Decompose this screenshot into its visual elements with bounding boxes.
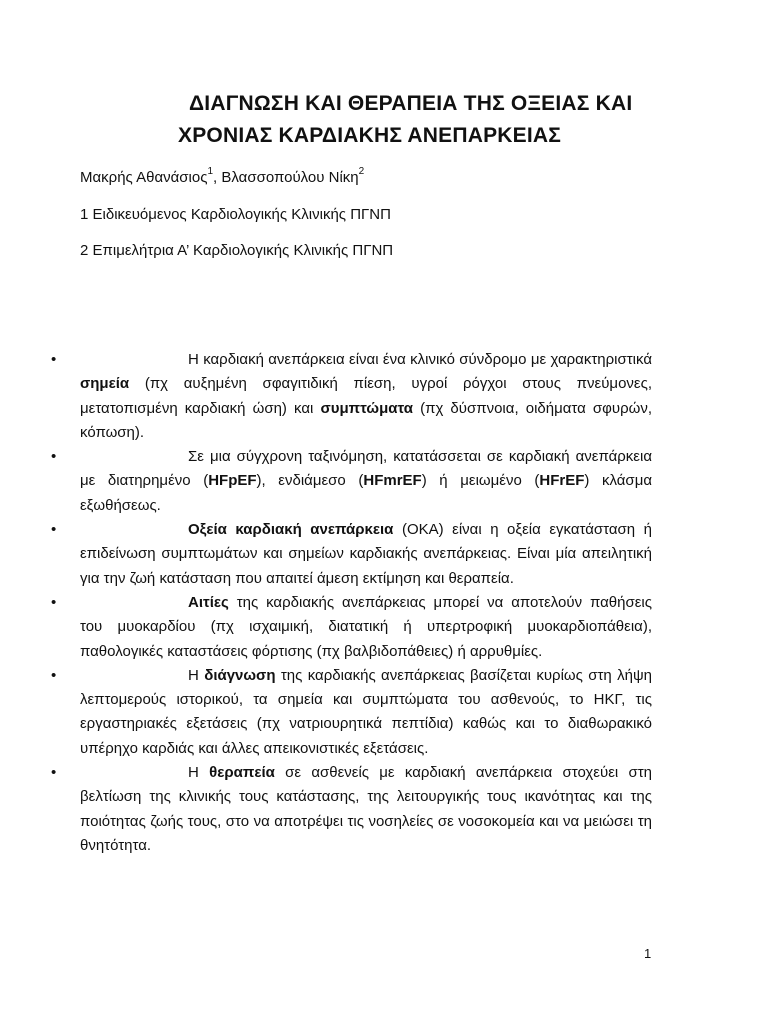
author-name: Βλασσοπούλου Νίκη (221, 169, 359, 186)
author-affiliation-mark: 1 (207, 166, 214, 177)
bullet-bold-term: διάγνωση (204, 666, 276, 684)
bullet-icon: • (51, 448, 57, 466)
bullet-text: Η (188, 666, 205, 684)
bullet-item-diagnosis (0, 664, 768, 761)
bullet-bold-term: HFpEF (208, 472, 257, 490)
bullet-text: Η (188, 764, 210, 782)
author-name: Μακρής Αθανάσιος (80, 169, 208, 186)
document-title-line-2: ΧΡΟΝΙΑΣ ΚΑΡΔΙΑΚΗΣ ΑΝΕΠΑΡΚΕΙΑΣ (178, 124, 562, 147)
bullet-bold-term: HFmrEF (363, 472, 422, 490)
bullet-item-classification (0, 445, 768, 518)
bullet-icon: • (51, 521, 57, 539)
affiliation-2: 2 Επιμελήτρια Α’ Καρδιολογικής Κλινικής ΠΓΝΠ (80, 242, 394, 259)
bullet-text: (πχ αυξημένη σφαγιτιδική πίεση, υγροί ρόγχοι στους πνεύμονες, μετατοπισμένη καρδιακή ώση) και (80, 375, 652, 417)
author-list (80, 166, 365, 186)
author-affiliation-mark: 2 (358, 166, 365, 177)
document-title-line-1: ΔΙΑΓΝΩΣΗ ΚΑΙ ΘΕΡΑΠΕΙΑ ΤΗΣ ΟΞΕΙΑΣ ΚΑΙ (189, 92, 633, 115)
bullet-icon: • (51, 593, 57, 611)
bullet-bold-term: θεραπεία (209, 764, 275, 782)
bullet-icon: • (51, 764, 57, 782)
bullet-bold-term: σημεία (80, 375, 130, 393)
author-separator: , (213, 169, 222, 186)
bullet-item-definition (0, 348, 768, 445)
page-number: 1 (644, 946, 652, 961)
bullet-text: ), ενδιάμεσο ( (256, 472, 364, 490)
bullet-text: της καρδιακής ανεπάρκειας βασίζεται κυρίως στη λήψη λεπτομερούς ιστορικού, τα σημεία και συμπτώματα του ασθενούς, το ΗΚΓ, τις εργαστηριακές εξετάσεις (πχ νατριουρητικά πεπτίδια) καθώς και το διαθωρακικό υπέρηχο καρδιάς και άλλες απεικονιστικές εξετάσεις. (80, 666, 653, 757)
bullet-text: Η καρδιακή ανεπάρκεια είναι ένα κλινικό σύνδρομο με χαρακτηριστικά (188, 351, 652, 368)
bullet-text: (ΟΚΑ) είναι η οξεία εγκατάσταση ή επιδείνωση συμπτωμάτων και σημείων καρδιακής ανεπάρκειας. Είναι μία απειλητική για την ζωή κατάσταση που απαιτεί άμεση εκτίμηση και θεραπεία. (80, 521, 653, 587)
bullet-item-therapy (0, 761, 768, 858)
affiliation-1: 1 Ειδικευόμενος Καρδιολογικής Κλινικής ΠΓΝΠ (80, 206, 391, 223)
bullet-bold-term: HFrEF (539, 472, 585, 490)
bullet-text: (πχ δύσπνοια, οιδήματα σφυρών, κόπωση). (80, 399, 652, 441)
bullet-bold-term: Αιτίες (188, 593, 229, 611)
bullet-icon: • (51, 351, 57, 368)
bullet-item-acute-hf (0, 518, 768, 591)
bullet-text: Σε μια σύγχρονη ταξινόμηση, κατατάσσεται σε καρδιακή ανεπάρκεια με διατηρημένο ( (80, 448, 652, 490)
bullet-item-causes (0, 591, 768, 664)
bullet-list (0, 348, 768, 858)
bullet-text: σε ασθενείς με καρδιακή ανεπάρκεια στοχεύει στη βελτίωση της κλινικής τους κατάστασης, της λειτουργικής τους ικανότητας και της ποιότητας ζωής τους, στο να αποτρέψει τις νοσηλείες σε νοσοκομεία και να μειώσει τη θνητότητα. (80, 764, 653, 854)
bullet-bold-term: συμπτώματα (320, 399, 413, 417)
bullet-text: ) κλάσμα εξωθήσεως. (80, 472, 653, 514)
bullet-text: ) ή μειωμένο ( (421, 472, 540, 490)
bullet-icon: • (51, 666, 57, 684)
bullet-text: της καρδιακής ανεπάρκειας μπορεί να αποτελούν παθήσεις του μυοκαρδίου (πχ ισχαιμική, διατατική ή υπερτροφική μυοκαρδιοπάθεια), παθολογικές καταστάσεις φόρτισης (πχ βαλβιδοπάθειες) ή αρρυθμίες. (80, 593, 652, 660)
bullet-bold-term: Οξεία καρδιακή ανεπάρκεια (188, 521, 394, 539)
